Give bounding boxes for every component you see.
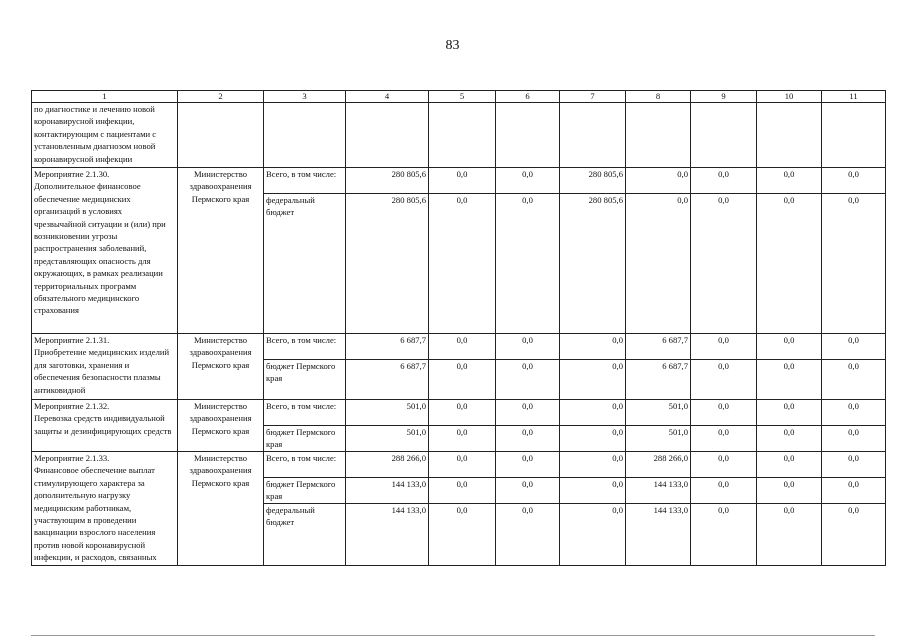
measure-title: Мероприятие 2.1.31. Приобретение медицинских изделий для заготовки, хранения и обеспечения безопасности плазмы антиковидной bbox=[32, 334, 178, 400]
value-cell: 0,0 bbox=[757, 168, 822, 194]
value-cell: 0,0 bbox=[496, 478, 560, 504]
value-cell: 0,0 bbox=[560, 360, 626, 400]
measure-continuation-text: по диагностике и лечению новой коронавирусной инфекции, контактирующим с пациентами с установленным диагнозом новой коронавирусной инфекции bbox=[32, 103, 178, 168]
column-header: 9 bbox=[691, 91, 757, 103]
value-cell: 0,0 bbox=[822, 360, 886, 400]
value-cell: 0,0 bbox=[626, 194, 691, 334]
table-row bbox=[32, 400, 886, 426]
value-cell: 0,0 bbox=[757, 334, 822, 360]
value-cell: 0,0 bbox=[496, 426, 560, 452]
column-header: 6 bbox=[496, 91, 560, 103]
executor-cell: Министерство здравоохранения Пермского края bbox=[178, 452, 264, 566]
funding-source-cell: федеральный бюджет bbox=[264, 504, 346, 566]
value-cell: 0,0 bbox=[496, 194, 560, 334]
value-cell: 0,0 bbox=[757, 400, 822, 426]
value-cell: 0,0 bbox=[560, 400, 626, 426]
value-cell: 0,0 bbox=[496, 504, 560, 566]
funding-source-cell: федеральный бюджет bbox=[264, 194, 346, 334]
value-cell: 0,0 bbox=[822, 400, 886, 426]
column-header: 4 bbox=[346, 91, 429, 103]
value-cell: 0,0 bbox=[822, 426, 886, 452]
value-cell: 501,0 bbox=[626, 426, 691, 452]
value-cell: 0,0 bbox=[496, 168, 560, 194]
value-cell: 0,0 bbox=[429, 478, 496, 504]
value-cell: 501,0 bbox=[346, 426, 429, 452]
table-row bbox=[32, 103, 886, 168]
value-cell: 0,0 bbox=[429, 400, 496, 426]
value-cell: 0,0 bbox=[822, 452, 886, 478]
column-header: 3 bbox=[264, 91, 346, 103]
measure-title: Мероприятие 2.1.32. Перевозка средств индивидуальной защиты и дезинфицирующих средств bbox=[32, 400, 178, 452]
page-number: 83 bbox=[445, 38, 460, 53]
value-cell: 0,0 bbox=[691, 194, 757, 334]
column-header: 7 bbox=[560, 91, 626, 103]
value-cell: 0,0 bbox=[691, 400, 757, 426]
value-cell: 0,0 bbox=[429, 168, 496, 194]
column-header: 10 bbox=[757, 91, 822, 103]
value-cell: 0,0 bbox=[626, 168, 691, 194]
funding-source-cell: бюджет Пермского края bbox=[264, 426, 346, 452]
value-cell: 0,0 bbox=[429, 426, 496, 452]
value-cell: 0,0 bbox=[822, 504, 886, 566]
value-cell: 0,0 bbox=[822, 194, 886, 334]
value-cell: 144 133,0 bbox=[626, 478, 691, 504]
value-cell: 0,0 bbox=[757, 452, 822, 478]
page-bottom-rule bbox=[31, 635, 875, 636]
table-row bbox=[32, 168, 886, 194]
executor-cell: Министерство здравоохранения Пермского края bbox=[178, 168, 264, 334]
column-header: 1 bbox=[32, 91, 178, 103]
value-cell: 0,0 bbox=[757, 504, 822, 566]
value-cell: 144 133,0 bbox=[346, 504, 429, 566]
value-cell: 0,0 bbox=[757, 360, 822, 400]
funding-source-cell: Всего, в том числе: bbox=[264, 400, 346, 426]
funding-source-cell: Всего, в том числе: bbox=[264, 168, 346, 194]
value-cell: 0,0 bbox=[496, 400, 560, 426]
funding-source-cell: бюджет Пермского края bbox=[264, 478, 346, 504]
value-cell: 0,0 bbox=[560, 504, 626, 566]
funding-source-cell: бюджет Пермского края bbox=[264, 360, 346, 400]
value-cell: 0,0 bbox=[560, 334, 626, 360]
value-cell: 0,0 bbox=[496, 360, 560, 400]
value-cell: 6 687,7 bbox=[346, 334, 429, 360]
value-cell: 6 687,7 bbox=[346, 360, 429, 400]
value-cell: 0,0 bbox=[691, 360, 757, 400]
column-header: 5 bbox=[429, 91, 496, 103]
budget-table bbox=[31, 90, 886, 566]
value-cell: 0,0 bbox=[560, 426, 626, 452]
value-cell: 280 805,6 bbox=[560, 168, 626, 194]
value-cell: 280 805,6 bbox=[560, 194, 626, 334]
measure-title: Мероприятие 2.1.30. Дополнительное финансовое обеспечение медицинских организаций в условиях чрезвычайной ситуации и (или) при возникновении угрозы распространения заболеваний, представляющих опасность для окружающих, в рамках реализации территориальных программ обязательного медицинского страхования bbox=[32, 168, 178, 334]
table-row bbox=[32, 452, 886, 478]
value-cell: 0,0 bbox=[429, 452, 496, 478]
value-cell: 0,0 bbox=[560, 478, 626, 504]
value-cell: 0,0 bbox=[691, 504, 757, 566]
value-cell: 144 133,0 bbox=[626, 504, 691, 566]
table-row bbox=[32, 334, 886, 360]
value-cell: 0,0 bbox=[691, 168, 757, 194]
value-cell: 280 805,6 bbox=[346, 168, 429, 194]
value-cell: 0,0 bbox=[822, 168, 886, 194]
value-cell: 0,0 bbox=[691, 334, 757, 360]
value-cell: 288 266,0 bbox=[626, 452, 691, 478]
value-cell: 0,0 bbox=[496, 334, 560, 360]
value-cell: 0,0 bbox=[822, 478, 886, 504]
funding-source-cell: Всего, в том числе: bbox=[264, 452, 346, 478]
executor-cell: Министерство здравоохранения Пермского края bbox=[178, 400, 264, 452]
value-cell: 144 133,0 bbox=[346, 478, 429, 504]
value-cell: 0,0 bbox=[757, 426, 822, 452]
value-cell: 0,0 bbox=[691, 478, 757, 504]
value-cell: 0,0 bbox=[691, 452, 757, 478]
value-cell: 0,0 bbox=[757, 478, 822, 504]
value-cell: 288 266,0 bbox=[346, 452, 429, 478]
value-cell: 501,0 bbox=[626, 400, 691, 426]
column-header: 8 bbox=[626, 91, 691, 103]
column-header: 11 bbox=[822, 91, 886, 103]
value-cell: 0,0 bbox=[757, 194, 822, 334]
measure-title: Мероприятие 2.1.33. Финансовое обеспечение выплат стимулирующего характера за дополнительную нагрузку медицинским работникам, участвующим в проведении вакцинации взрослого населения против новой коронавирусной инфекции, и расходов, связанных bbox=[32, 452, 178, 566]
value-cell: 501,0 bbox=[346, 400, 429, 426]
value-cell: 0,0 bbox=[560, 452, 626, 478]
funding-source-cell: Всего, в том числе: bbox=[264, 334, 346, 360]
value-cell: 0,0 bbox=[429, 504, 496, 566]
value-cell: 0,0 bbox=[822, 334, 886, 360]
value-cell: 6 687,7 bbox=[626, 334, 691, 360]
value-cell: 0,0 bbox=[691, 426, 757, 452]
value-cell: 0,0 bbox=[429, 334, 496, 360]
column-header: 2 bbox=[178, 91, 264, 103]
executor-cell: Министерство здравоохранения Пермского края bbox=[178, 334, 264, 400]
value-cell: 0,0 bbox=[496, 452, 560, 478]
value-cell: 280 805,6 bbox=[346, 194, 429, 334]
value-cell: 0,0 bbox=[429, 360, 496, 400]
value-cell: 0,0 bbox=[429, 194, 496, 334]
column-header-row bbox=[32, 91, 886, 103]
value-cell: 6 687,7 bbox=[626, 360, 691, 400]
